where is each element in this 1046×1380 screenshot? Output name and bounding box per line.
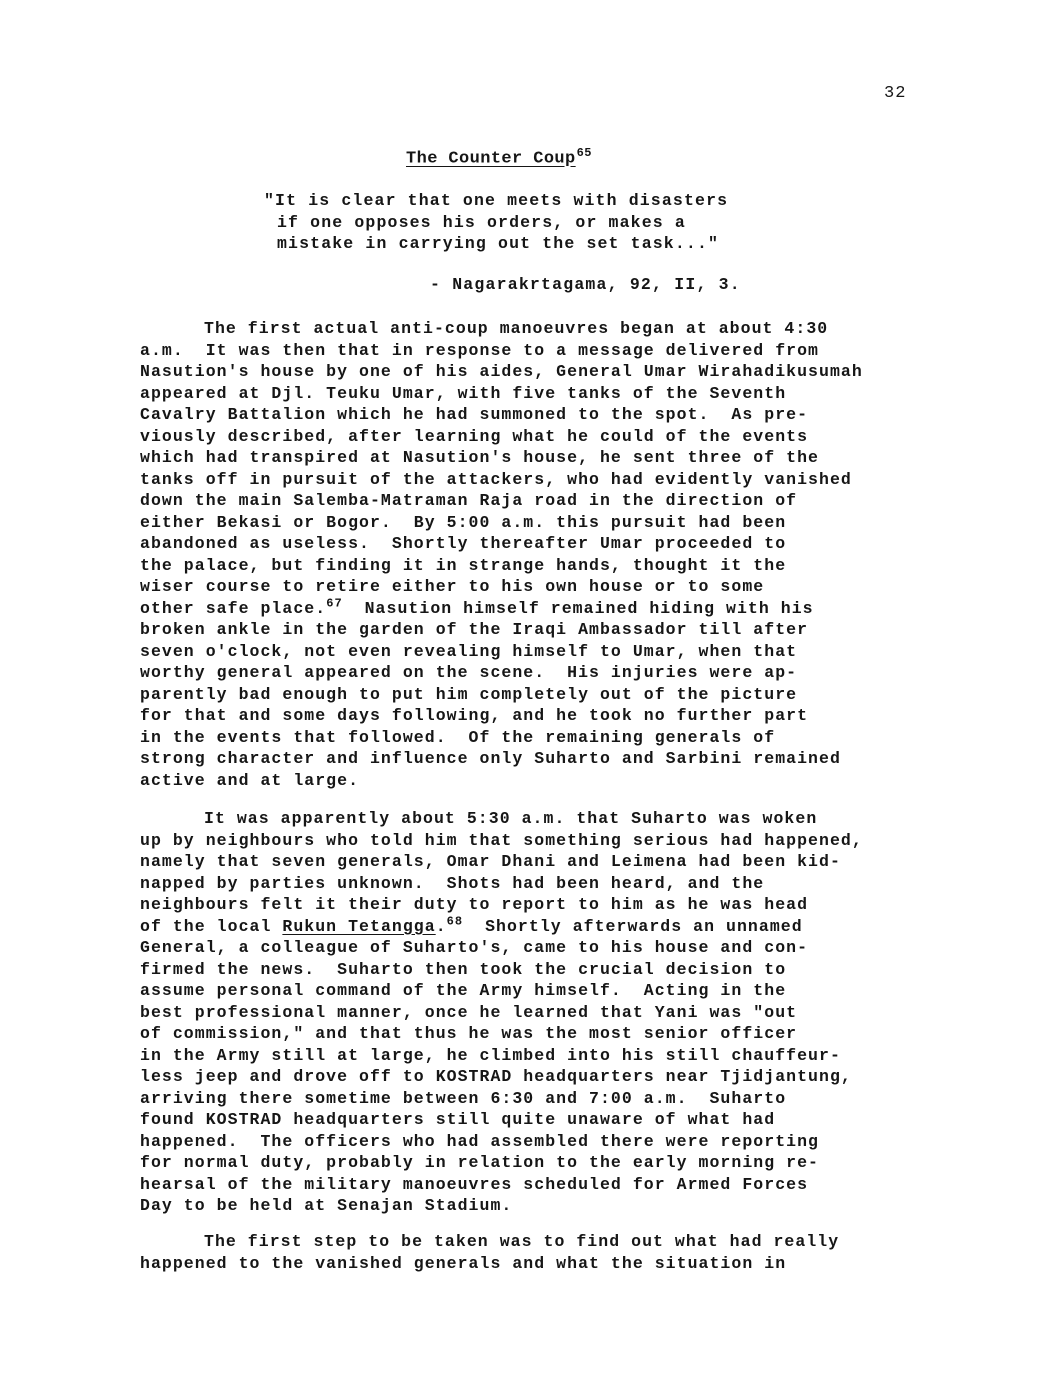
paragraph-line: happened. The officers who had assembled there were reporting — [140, 1131, 819, 1151]
body-paragraph — [140, 318, 990, 791]
section-title-footnote-marker: 65 — [576, 146, 592, 160]
paragraph-line: down the main Salemba-Matraman Raja road in the direction of — [140, 491, 798, 510]
paragraph-line: Cavalry Battalion which he had summoned to the spot. As pre- — [140, 405, 809, 424]
paragraph-line: appeared at Djl. Teuku Umar, with five tanks of the Seventh — [140, 383, 787, 403]
paragraph-line: abandoned as useless. Shortly thereafter Umar proceeded to — [140, 534, 787, 553]
paragraph-line: tanks off in pursuit of the attackers, who had evidently vanished — [140, 469, 852, 489]
section-title-text: The Counter Coup — [406, 149, 576, 169]
paragraph-line: namely that seven generals, Omar Dhani and Leimena had been kid- — [140, 852, 841, 871]
page-number: 32 — [884, 84, 907, 103]
epigraph-line: if one opposes his orders, or makes a — [277, 212, 686, 232]
paragraph-line: in the events that followed. Of the remaining generals of — [140, 727, 776, 747]
paragraph-line: best professional manner, once he learned that Yani was "out — [140, 1002, 798, 1022]
paragraph-line: General, a colleague of Suharto's, came to his house and con- — [140, 938, 809, 957]
paragraph-line: Nasution's house by one of his aides, General Umar Wirahadikusumah — [140, 362, 863, 381]
underlined-term: Rukun Tetangga — [282, 916, 436, 936]
footnote-marker: 68 — [446, 914, 464, 928]
paragraph-line: for that and some days following, and he took no further part — [140, 706, 809, 725]
paragraph-line: The first actual anti-coup manoeuvres began at about 4:30 — [204, 319, 829, 338]
paragraph-line: happened to the vanished generals and what the situation in — [140, 1253, 787, 1273]
paragraph-line: the palace, but finding it in strange hands, thought it the — [140, 555, 787, 575]
body-paragraph — [140, 1231, 990, 1274]
paragraph-line: It was apparently about 5:30 a.m. that Suharto was woken — [204, 809, 818, 828]
paragraph-line: other safe place.$^{67}$ Nasution himself remained hiding with his — [140, 596, 814, 618]
paragraph-line: less jeep and drove off to KOSTRAD headquarters near Tjidjantung, — [140, 1067, 852, 1086]
paragraph-line: neighbours felt it their duty to report to him as he was head — [140, 895, 809, 914]
paragraph-line: found KOSTRAD headquarters still quite unaware of what had — [140, 1110, 776, 1129]
epigraph-attribution: - Nagarakrtagama, 92, II, 3. — [430, 275, 741, 294]
paragraph-line: Day to be held at Senajan Stadium. — [140, 1196, 513, 1215]
paragraph-line: broken ankle in the garden of the Iraqi Ambassador till after — [140, 620, 809, 639]
paragraph-line: in the Army still at large, he climbed into his still chauffeur- — [140, 1045, 841, 1065]
paragraph-line: assume personal command of the Army himself. Acting in the — [140, 981, 787, 1000]
paragraph-line: strong character and influence only Suharto and Sarbini remained — [140, 749, 841, 768]
epigraph-line: "It is clear that one meets with disasters — [264, 191, 729, 210]
paragraph-line: of commission," and that thus he was the most senior officer — [140, 1024, 798, 1043]
paragraph-line: firmed the news. Suharto then took the crucial decision to — [140, 959, 787, 979]
paragraph-line: seven o'clock, not even revealing himself to Umar, when that — [140, 641, 798, 661]
paragraph-line: up by neighbours who told him that something serious had happened, — [140, 830, 863, 850]
epigraph-line: mistake in carrying out the set task..." — [277, 234, 720, 253]
paragraph-line: for normal duty, probably in relation to the early morning re- — [140, 1153, 819, 1172]
body-paragraph — [140, 808, 990, 1217]
paragraph-line: active and at large. — [140, 770, 360, 790]
paragraph-line: The first step to be taken was to find out what had really — [204, 1232, 840, 1251]
paragraph-line: of the local Rukun Tetangga.$^{68}$ Shortly afterwards an unnamed — [140, 914, 803, 936]
paragraph-line: parently bad enough to put him completely out of the picture — [140, 684, 798, 704]
paragraph-line: either Bekasi or Bogor. By 5:00 a.m. this pursuit had been — [140, 512, 787, 532]
paragraph-line: wiser course to retire either to his own house or to some — [140, 577, 765, 596]
paragraph-line: which had transpired at Nasution's house, he sent three of the — [140, 448, 819, 467]
paragraph-line: viously described, after learning what he could of the events — [140, 426, 809, 446]
paragraph-line: worthy general appeared on the scene. His injuries were ap- — [140, 663, 798, 682]
paragraph-line: a.m. It was then that in response to a message delivered from — [140, 340, 819, 360]
paragraph-line: arriving there sometime between 6:30 and 7:00 a.m. Suharto — [140, 1088, 787, 1108]
footnote-marker: 67 — [326, 596, 343, 610]
epigraph — [264, 190, 728, 255]
section-title — [406, 146, 592, 169]
paragraph-line: napped by parties unknown. Shots had been heard, and the — [140, 873, 765, 893]
paragraph-line: hearsal of the military manoeuvres scheduled for Armed Forces — [140, 1174, 809, 1194]
